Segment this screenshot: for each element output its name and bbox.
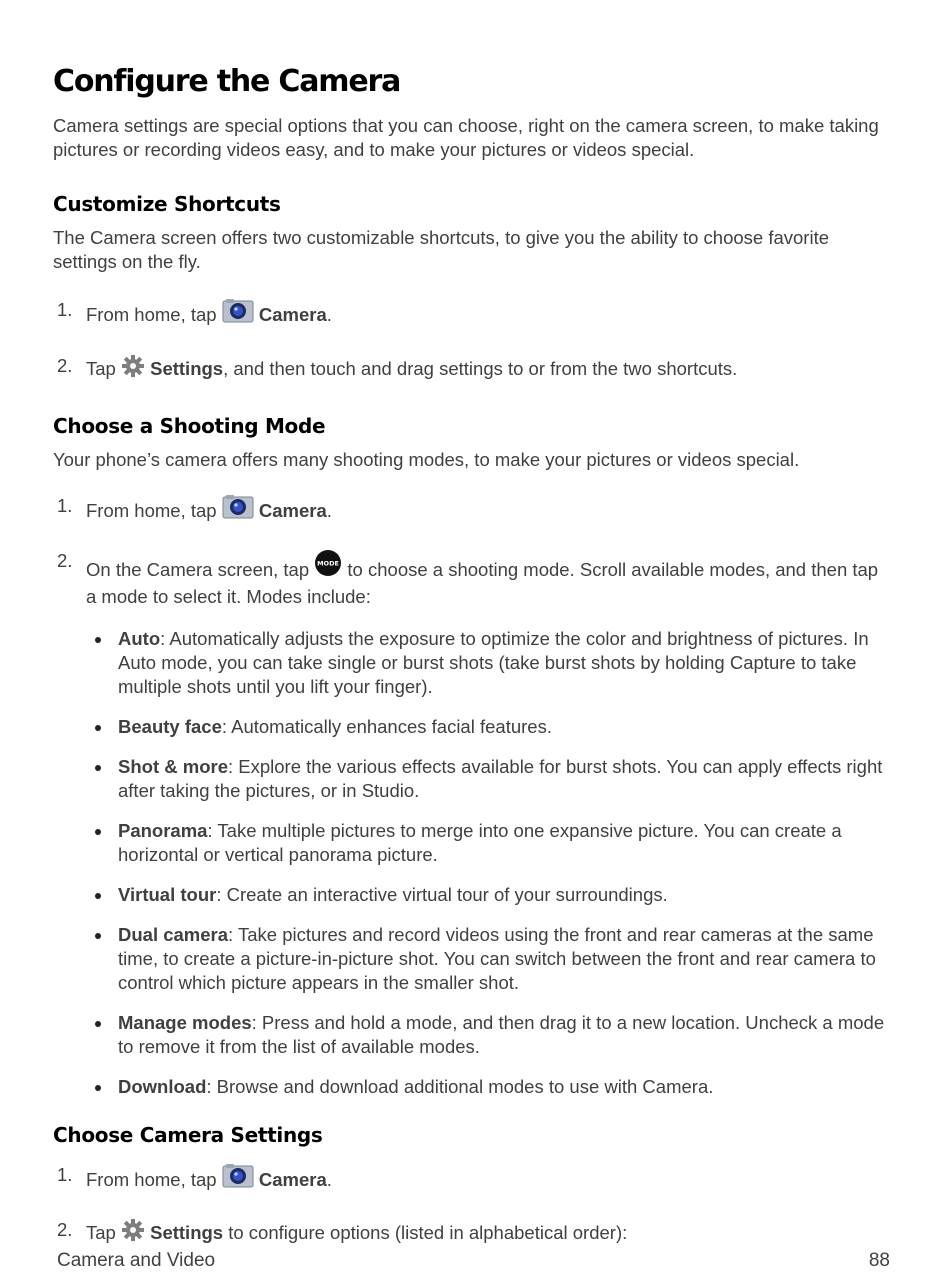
mode-button-icon [314, 549, 342, 585]
mode-name: Beauty face [118, 716, 222, 737]
step-text: to configure options (listed in alphabetical order): [223, 1222, 628, 1243]
step-text: From home, tap [86, 304, 222, 325]
step-text: On the Camera screen, tap [86, 559, 315, 580]
step-item [53, 549, 893, 609]
list-item [53, 1075, 893, 1099]
mode-name: Manage modes [118, 1012, 252, 1033]
mode-list [53, 627, 893, 1099]
list-item [53, 1011, 893, 1059]
section-body: The Camera screen offers two customizable shortcuts, to give you the ability to choose favorite settings on the fly. [53, 227, 830, 272]
mode-description: : Create an interactive virtual tour of your surroundings. [216, 884, 668, 905]
step-text: to choose a shooting mode. Scroll available modes, and then tap a mode to select it. Modes include: [86, 559, 879, 607]
mode-description: : Take pictures and record videos using the front and rear cameras at the same time, to create a picture-in-picture shot. You can switch between the front and rear camera to control which picture appears in the smaller shot. [118, 924, 876, 993]
mode-name: Dual camera [118, 924, 229, 945]
page-number: 88 [868, 1250, 890, 1271]
list-item [53, 627, 893, 699]
section-camera-settings [53, 1121, 893, 1248]
camera-app-icon [222, 494, 254, 526]
step-text: From home, tap [86, 1169, 222, 1190]
step-item [53, 494, 893, 526]
step-bold-term: Camera [258, 1169, 327, 1190]
step-number: 2. [57, 550, 73, 571]
intro-paragraph: Camera settings are special options that you can choose, right on the camera screen, to make taking pictures or recording videos easy, and to make your pictures or videos special. [53, 115, 879, 160]
mode-description: : Press and hold a mode, and then drag it to a new location. Uncheck a mode to remove it from the list of available modes. [118, 1012, 885, 1057]
section-shooting-mode [53, 412, 893, 1099]
gear-icon [121, 354, 145, 384]
mode-name: Virtual tour [118, 884, 217, 905]
step-bold-term: Camera [258, 304, 327, 325]
mode-description: : Automatically adjusts the exposure to optimize the color and brightness of pictures. In Auto mode, you can take single or burst shots (take burst shots by holding Capture to take multiple shots until you lift your finger). [118, 628, 869, 697]
mode-name: Auto [118, 628, 161, 649]
step-number: 2. [57, 1219, 73, 1240]
page-title: Configure the Camera [53, 64, 401, 99]
footer-section-name: Camera and Video [57, 1250, 216, 1271]
step-bold-term: Settings [150, 358, 224, 379]
step-text: . [326, 304, 332, 325]
list-item [53, 819, 893, 867]
list-item [53, 923, 893, 995]
step-item [53, 298, 893, 330]
step-number: 1. [57, 1164, 73, 1185]
section-customize-shortcuts [53, 190, 893, 384]
mode-name: Panorama [118, 820, 208, 841]
step-item [53, 1163, 893, 1195]
step-text: From home, tap [86, 500, 222, 521]
section-heading: Customize Shortcuts [53, 192, 281, 216]
mode-description: : Explore the various effects available for burst shots. You can apply effects right after taking the pictures, or in Studio. [118, 756, 883, 801]
step-number: 1. [57, 299, 73, 320]
step-item [53, 354, 893, 384]
step-number: 1. [57, 495, 73, 516]
list-item [53, 883, 893, 907]
step-bold-term: Settings [150, 1222, 224, 1243]
mode-name: Shot & more [118, 756, 228, 777]
step-text: . [326, 500, 332, 521]
step-text: , and then touch and drag settings to or from the two shortcuts. [223, 358, 738, 379]
camera-app-icon [222, 298, 254, 330]
svg-text:MODE: MODE [317, 559, 340, 568]
section-heading: Choose a Shooting Mode [53, 414, 326, 438]
mode-description: : Automatically enhances facial features. [221, 716, 552, 737]
gear-icon [121, 1218, 145, 1248]
step-text: Tap [86, 358, 121, 379]
section-heading: Choose Camera Settings [53, 1123, 323, 1147]
mode-name: Download [118, 1076, 207, 1097]
document-page [53, 60, 893, 1248]
section-body: Your phone’s camera offers many shooting modes, to make your pictures or videos special. [53, 449, 800, 470]
camera-app-icon [222, 1163, 254, 1195]
step-number: 2. [57, 355, 73, 376]
list-item [53, 755, 893, 803]
list-item [53, 715, 893, 739]
step-text: Tap [86, 1222, 121, 1243]
step-item [53, 1218, 893, 1248]
step-bold-term: Camera [258, 500, 327, 521]
mode-description: : Take multiple pictures to merge into one expansive picture. You can create a horizontal or vertical panorama picture. [118, 820, 842, 865]
step-text: . [326, 1169, 332, 1190]
mode-description: : Browse and download additional modes to use with Camera. [206, 1076, 714, 1097]
